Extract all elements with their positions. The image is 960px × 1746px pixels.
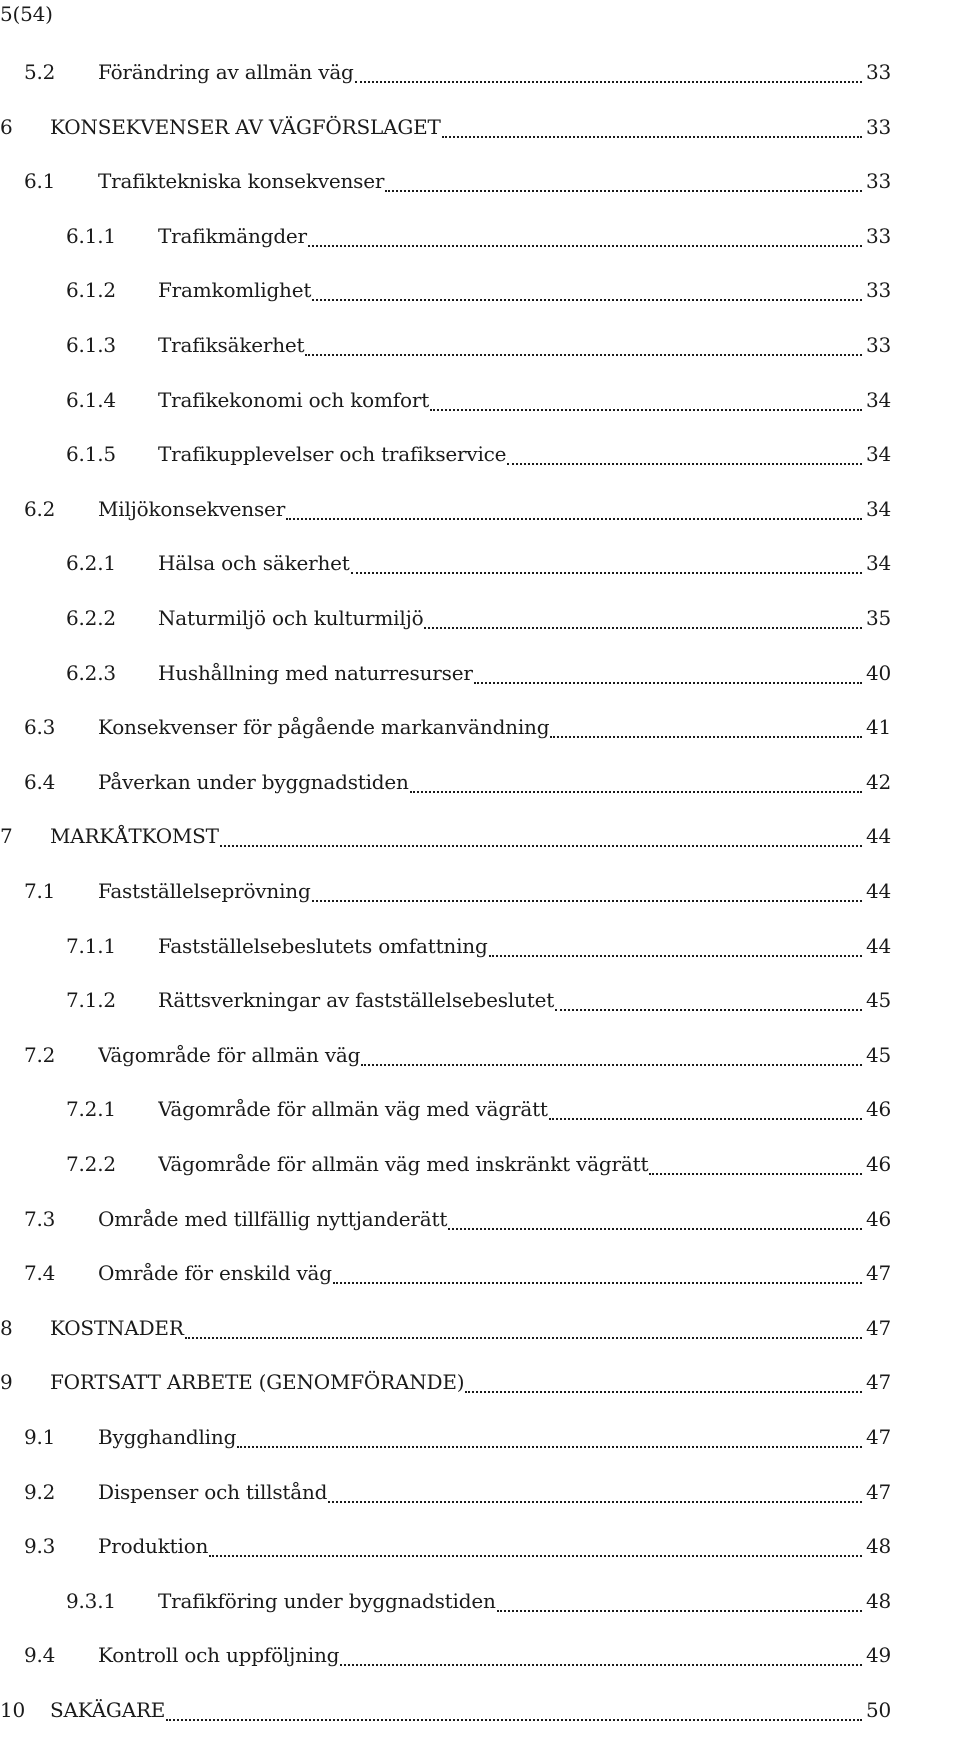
toc-entry-title: Trafikekonomi och komfort bbox=[158, 387, 430, 412]
toc-entry[interactable] bbox=[0, 763, 960, 801]
toc-entry-title: Naturmiljö och kulturmiljö bbox=[158, 606, 424, 630]
toc-entry-page: 47 bbox=[866, 1261, 892, 1286]
dot-leader bbox=[355, 81, 862, 83]
toc-entry[interactable] bbox=[0, 108, 960, 146]
toc-entry-title: Konsekvenser för pågående markanvändning bbox=[98, 715, 550, 740]
toc-entry-title: Fastställelseprövning bbox=[98, 879, 311, 903]
dot-leader bbox=[312, 900, 862, 902]
toc-entry-title: Område med tillfällig nyttjanderätt bbox=[98, 1206, 448, 1231]
toc-entry-title-line bbox=[158, 1145, 862, 1183]
toc-entry-title: Påverkan under byggnadstiden bbox=[98, 769, 409, 794]
toc-entry-number: 7.4 bbox=[24, 1261, 56, 1286]
toc-entry-number: 7.2 bbox=[24, 1042, 56, 1067]
toc-entry[interactable] bbox=[0, 162, 960, 200]
toc-entry-page: 42 bbox=[866, 769, 892, 794]
dot-leader bbox=[430, 409, 862, 411]
toc-entry-page: 34 bbox=[866, 551, 892, 576]
toc-entry-page: 46 bbox=[866, 1206, 892, 1231]
toc-entry[interactable] bbox=[0, 1582, 960, 1620]
toc-entry-number: 7.2.1 bbox=[66, 1097, 116, 1122]
toc-entry-title-line bbox=[158, 435, 862, 473]
toc-entry-title: Dispenser och tillstånd bbox=[98, 1479, 328, 1504]
dot-leader bbox=[185, 1337, 862, 1339]
toc-entry-page: 48 bbox=[866, 1588, 892, 1613]
toc-entry-title: Rättsverkningar av fastställelsebeslutet bbox=[158, 988, 555, 1013]
toc-entry-title-line bbox=[98, 490, 862, 528]
toc-entry-number: 7.1 bbox=[24, 879, 56, 903]
toc-entry[interactable] bbox=[0, 1090, 960, 1128]
toc-entry-page: 34 bbox=[866, 442, 892, 467]
toc-entry-number: 7 bbox=[0, 824, 13, 849]
toc-entry-title-line bbox=[158, 654, 862, 692]
toc-entry-title: Miljökonsekvenser bbox=[98, 496, 286, 521]
dot-leader bbox=[209, 1555, 862, 1557]
toc-entry-title: Hushållning med naturresurser bbox=[158, 660, 473, 685]
toc-entry[interactable] bbox=[0, 544, 960, 582]
toc-entry-title: Trafiktekniska konsekvenser bbox=[98, 169, 385, 194]
dot-leader bbox=[328, 1501, 862, 1503]
dot-leader bbox=[333, 1282, 862, 1284]
toc-entry-page: 46 bbox=[866, 1097, 892, 1122]
toc-entry-title-line bbox=[98, 1527, 862, 1565]
toc-entry-title: SAKÄGARE bbox=[50, 1698, 166, 1722]
toc-entry-number: 5.2 bbox=[24, 60, 56, 84]
toc-entry-title-line bbox=[158, 544, 862, 582]
dot-leader bbox=[385, 190, 862, 192]
dot-leader bbox=[555, 1009, 862, 1011]
toc-entry[interactable] bbox=[0, 1200, 960, 1238]
toc-entry[interactable] bbox=[0, 1691, 960, 1729]
dot-leader bbox=[474, 682, 862, 684]
toc-entry-title-line bbox=[98, 1200, 862, 1238]
toc-entry[interactable] bbox=[0, 599, 960, 637]
dot-leader bbox=[351, 572, 862, 574]
toc-entry-title-line bbox=[158, 217, 862, 255]
toc-entry-page: 44 bbox=[866, 824, 892, 849]
toc-entry-number: 8 bbox=[0, 1315, 13, 1340]
dot-leader bbox=[166, 1719, 862, 1721]
toc-entry-page: 34 bbox=[866, 496, 892, 521]
toc-entry-number: 6.2.1 bbox=[66, 551, 116, 576]
dot-leader bbox=[497, 1610, 862, 1612]
table-of-contents bbox=[0, 53, 960, 1743]
toc-entry-number: 6.4 bbox=[24, 769, 56, 794]
toc-entry[interactable] bbox=[0, 1145, 960, 1183]
toc-entry[interactable] bbox=[0, 1036, 960, 1074]
toc-entry-page: 47 bbox=[866, 1315, 892, 1340]
toc-entry-title-line bbox=[158, 599, 862, 637]
toc-entry[interactable] bbox=[0, 1527, 960, 1565]
toc-entry-title: Hälsa och säkerhet bbox=[158, 551, 350, 576]
toc-entry-title: KONSEKVENSER AV VÄGFÖRSLAGET bbox=[50, 114, 441, 139]
dot-leader bbox=[237, 1446, 862, 1448]
dot-leader bbox=[340, 1664, 862, 1666]
toc-entry[interactable] bbox=[0, 1636, 960, 1674]
toc-entry[interactable] bbox=[0, 1473, 960, 1511]
toc-entry-number: 7.1.1 bbox=[66, 933, 116, 958]
toc-entry-number: 7.2.2 bbox=[66, 1152, 116, 1176]
toc-entry-page: 41 bbox=[866, 715, 892, 740]
toc-entry[interactable] bbox=[0, 927, 960, 965]
toc-entry-number: 10 bbox=[0, 1698, 26, 1722]
toc-entry-title-line bbox=[98, 1636, 862, 1674]
toc-entry-page: 33 bbox=[866, 333, 892, 357]
toc-entry[interactable] bbox=[0, 1418, 960, 1456]
dot-leader bbox=[649, 1173, 862, 1175]
toc-entry-title: FORTSATT ARBETE (GENOMFÖRANDE) bbox=[50, 1370, 465, 1395]
toc-entry[interactable] bbox=[0, 326, 960, 364]
toc-entry-title-line bbox=[98, 1418, 862, 1456]
toc-entry-title-line bbox=[50, 1309, 862, 1347]
toc-entry[interactable] bbox=[0, 381, 960, 419]
toc-entry-number: 6 bbox=[0, 114, 13, 139]
toc-entry-page: 35 bbox=[866, 606, 892, 630]
toc-entry[interactable] bbox=[0, 981, 960, 1019]
toc-entry-title: Produktion bbox=[98, 1534, 209, 1559]
toc-entry[interactable] bbox=[0, 435, 960, 473]
toc-entry-number: 6.1.3 bbox=[66, 333, 116, 357]
toc-entry-page: 47 bbox=[866, 1425, 892, 1449]
toc-entry-page: 44 bbox=[866, 933, 892, 958]
toc-entry-title: KOSTNADER bbox=[50, 1315, 184, 1340]
toc-entry-number: 9.4 bbox=[24, 1643, 56, 1668]
toc-entry-title: Vägområde för allmän väg bbox=[98, 1042, 361, 1067]
toc-entry-page: 49 bbox=[866, 1643, 892, 1668]
toc-entry[interactable] bbox=[0, 271, 960, 309]
toc-entry-title: Vägområde för allmän väg med inskränkt vägrätt bbox=[158, 1152, 649, 1176]
toc-entry-number: 6.1.2 bbox=[66, 278, 116, 303]
toc-entry-title: Trafikföring under byggnadstiden bbox=[158, 1588, 496, 1613]
toc-entry-title: Framkomlighet bbox=[158, 278, 312, 303]
toc-entry-page: 47 bbox=[866, 1370, 892, 1395]
dot-leader bbox=[442, 136, 862, 138]
toc-entry-number: 6.1.1 bbox=[66, 223, 116, 248]
toc-entry[interactable] bbox=[0, 490, 960, 528]
dot-leader bbox=[312, 299, 862, 301]
toc-entry-title-line bbox=[98, 872, 862, 910]
toc-entry-title: Kontroll och uppföljning bbox=[98, 1643, 340, 1668]
toc-entry-page: 48 bbox=[866, 1534, 892, 1559]
toc-entry[interactable] bbox=[0, 654, 960, 692]
toc-entry-number: 9.1 bbox=[24, 1425, 56, 1449]
toc-entry-page: 33 bbox=[866, 169, 892, 194]
toc-entry-title: Trafiksäkerhet bbox=[158, 333, 305, 357]
dot-leader bbox=[424, 627, 862, 629]
toc-entry-number: 7.1.2 bbox=[66, 988, 116, 1013]
dot-leader bbox=[550, 736, 862, 738]
toc-entry-title-line bbox=[158, 381, 862, 419]
toc-entry-title-line bbox=[50, 1363, 862, 1401]
toc-entry[interactable] bbox=[0, 53, 960, 91]
toc-entry-number: 9.3.1 bbox=[66, 1588, 116, 1613]
toc-entry-number: 6.3 bbox=[24, 715, 56, 740]
toc-entry-title-line bbox=[158, 1090, 862, 1128]
toc-entry-page: 33 bbox=[866, 60, 892, 84]
dot-leader bbox=[308, 245, 862, 247]
toc-entry-number: 7.3 bbox=[24, 1206, 56, 1231]
toc-entry-title: Fastställelsebeslutets omfattning bbox=[158, 933, 488, 958]
dot-leader bbox=[489, 955, 862, 957]
toc-entry-title: Trafikupplevelser och trafikservice bbox=[158, 442, 507, 467]
dot-leader bbox=[448, 1228, 862, 1230]
toc-entry-title: Trafikmängder bbox=[158, 223, 307, 248]
toc-entry-number: 6.1.5 bbox=[66, 442, 116, 467]
toc-entry-title-line bbox=[158, 271, 862, 309]
toc-entry-page: 50 bbox=[866, 1698, 892, 1722]
toc-entry[interactable] bbox=[0, 217, 960, 255]
toc-entry-page: 33 bbox=[866, 278, 892, 303]
toc-entry-title-line bbox=[98, 1036, 862, 1074]
toc-entry-page: 45 bbox=[866, 1042, 892, 1067]
toc-entry-title-line bbox=[158, 927, 862, 965]
dot-leader bbox=[410, 791, 862, 793]
toc-entry-title-line bbox=[50, 817, 862, 855]
toc-entry[interactable] bbox=[0, 1254, 960, 1292]
dot-leader bbox=[286, 518, 862, 520]
toc-entry-number: 9.2 bbox=[24, 1479, 56, 1504]
toc-entry-page: 33 bbox=[866, 223, 892, 248]
dot-leader bbox=[305, 354, 862, 356]
toc-entry-title-line bbox=[50, 108, 862, 146]
toc-entry-title-line bbox=[98, 162, 862, 200]
dot-leader bbox=[220, 845, 862, 847]
toc-entry-title-line bbox=[98, 763, 862, 801]
toc-entry-title-line bbox=[98, 1254, 862, 1292]
toc-entry-title-line bbox=[158, 981, 862, 1019]
toc-entry-title: Bygghandling bbox=[98, 1425, 237, 1449]
toc-entry-number: 6.2.3 bbox=[66, 660, 116, 685]
dot-leader bbox=[361, 1064, 862, 1066]
toc-entry-page: 34 bbox=[866, 387, 892, 412]
toc-entry-number: 6.1 bbox=[24, 169, 56, 194]
dot-leader bbox=[507, 463, 862, 465]
toc-entry-title: Vägområde för allmän väg med vägrätt bbox=[158, 1097, 548, 1122]
dot-leader bbox=[465, 1391, 862, 1393]
toc-entry-number: 9.3 bbox=[24, 1534, 56, 1559]
toc-entry-page: 33 bbox=[866, 114, 892, 139]
page-number: 5(54) bbox=[0, 2, 53, 26]
toc-entry[interactable] bbox=[0, 817, 960, 855]
toc-entry[interactable] bbox=[0, 708, 960, 746]
toc-entry-number: 6.1.4 bbox=[66, 387, 116, 412]
toc-entry-title-line bbox=[158, 1582, 862, 1620]
toc-entry-title-line bbox=[98, 1473, 862, 1511]
toc-entry-number: 6.2.2 bbox=[66, 606, 116, 630]
toc-entry-title-line bbox=[98, 53, 862, 91]
toc-entry[interactable] bbox=[0, 1363, 960, 1401]
toc-entry-page: 46 bbox=[866, 1152, 892, 1176]
dot-leader bbox=[549, 1118, 862, 1120]
toc-entry-title-line bbox=[98, 708, 862, 746]
toc-entry-title-line bbox=[50, 1691, 862, 1729]
toc-entry-page: 40 bbox=[866, 660, 892, 685]
toc-entry-title: Område för enskild väg bbox=[98, 1261, 332, 1286]
toc-entry-number: 9 bbox=[0, 1370, 13, 1395]
toc-entry-title: Förändring av allmän väg bbox=[98, 60, 354, 84]
toc-entry-title: MARKÅTKOMST bbox=[50, 824, 219, 849]
toc-entry-page: 45 bbox=[866, 988, 892, 1013]
toc-entry[interactable] bbox=[0, 1309, 960, 1347]
toc-entry-page: 44 bbox=[866, 879, 892, 903]
toc-entry-number: 6.2 bbox=[24, 496, 56, 521]
toc-entry[interactable] bbox=[0, 872, 960, 910]
toc-entry-title-line bbox=[158, 326, 862, 364]
toc-entry-page: 47 bbox=[866, 1479, 892, 1504]
